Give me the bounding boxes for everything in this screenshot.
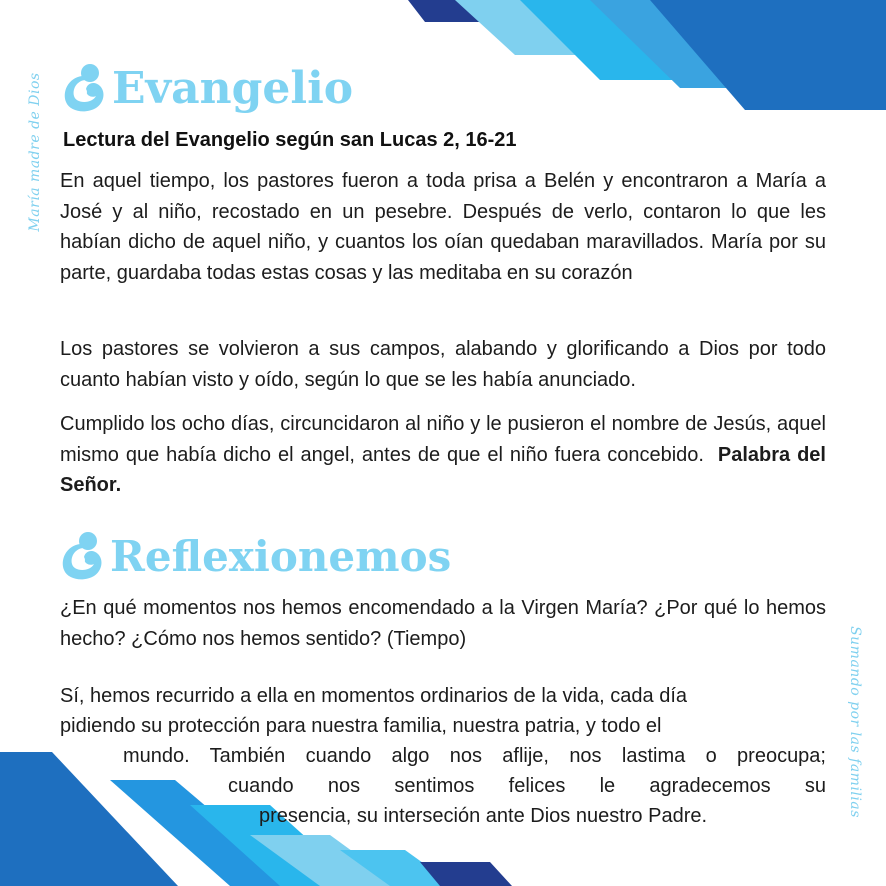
reflexionemos-heading [58, 530, 451, 582]
answer-line-3: mundo. También cuando algo nos aflije, nos lastima o preocupa; [123, 745, 826, 767]
band-bottom-deepblue [0, 752, 178, 886]
side-text-right: Sumando por las familias [847, 626, 863, 818]
answer-line-5: presencia, su interseción ante Dios nuestro Padre. [259, 805, 708, 827]
closing-phrase: Palabra del Señor. [60, 443, 826, 496]
gospel-paragraph-2: Los pastores se volvieron a sus campos, alabando y glorificando a Dios por todo cuanto habían visto y oído, según lo que se les había anunciado. [60, 338, 826, 391]
gospel-paragraph-3 [60, 409, 826, 501]
reflexionemos-title: Reflexionemos [110, 531, 452, 581]
answer-line-1: Sí, hemos recurrido a ella en momentos ordinarios de la vida, cada día [60, 685, 688, 707]
gospel-paragraph-3-text: Cumplido los ocho días, circuncidaron al niño y le pusieron el nombre de Jesús, aquel mismo que había dicho el angel, antes de que el niño fuera concebido. [60, 413, 826, 466]
side-text-left: María madre de Dios [27, 72, 43, 232]
gospel-paragraph-1: En aquel tiempo, los pastores fueron a toda prisa a Belén y encontraron a María a José y al niño, recostado en un pesebre. Después de verlo, contaron lo que les habían dicho de aquel niño, y cuantos los oían quedaban maravillados. María por su parte, guardaba todas estas cosas y las meditaba en su corazón [60, 170, 826, 284]
reading-subtitle: Lectura del Evangelio según san Lucas 2, 16-21 [63, 129, 517, 151]
answer-line-4: cuando nos sentimos felices le agradecemos su [228, 775, 826, 797]
evangelio-title: Evangelio [112, 62, 354, 114]
mother-and-child-icon [58, 530, 106, 582]
evangelio-heading [60, 62, 353, 114]
reflection-question: ¿En qué momentos nos hemos encomendado a la Virgen María? ¿Por qué lo hemos hecho? ¿Cómo nos hemos sentido? (Tiempo) [60, 597, 826, 650]
answer-line-2: pidiendo su protección para nuestra familia, nuestra patria, y todo el [60, 715, 662, 737]
mother-and-child-icon [60, 62, 108, 114]
